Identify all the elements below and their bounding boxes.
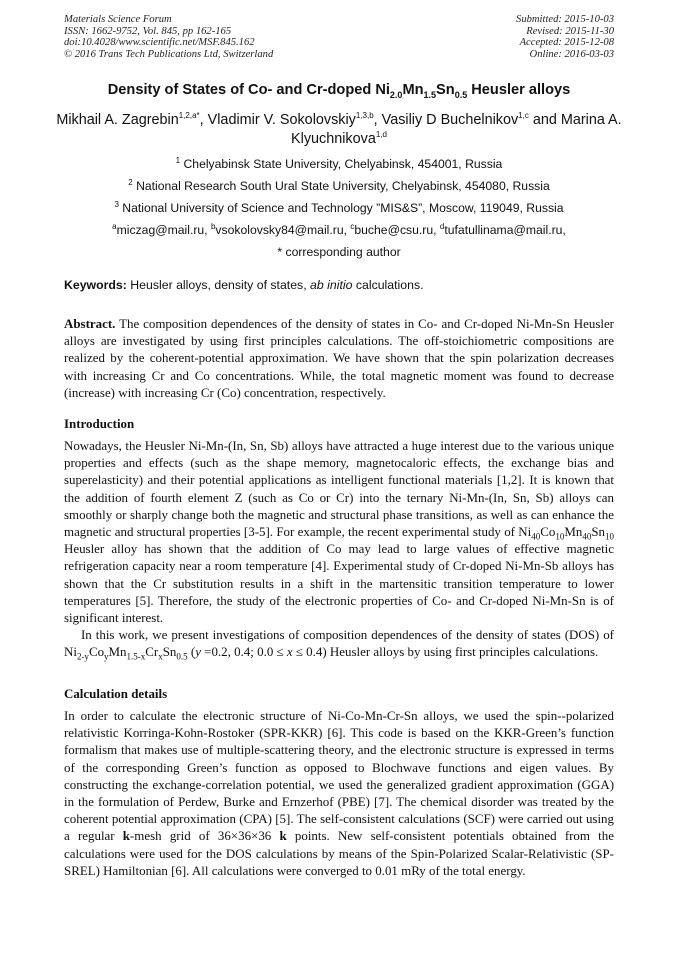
affiliation-text: National Research South Ural State University, Chelyabinsk, 454080, Russia — [132, 179, 550, 193]
affiliation-text: Chelyabinsk State University, Chelyabinsk, 454001, Russia — [180, 157, 503, 171]
paragraph-text: ≤ 0.4) Heusler alloys by using first principles calculations. — [292, 644, 599, 660]
paragraph-text: points. New self-consistent potentials obtained from the calculations were used for the DOS calculations by means of the Spin-Polarized Scalar-Relativistic (SP-SREL) Hamiltonian [6]. All calculations were converged to 0.01 mRy of the total energy. — [64, 828, 614, 878]
author-superscript: 1,d — [375, 130, 387, 140]
author-name: Vladimir V. Sokolovskiy — [207, 112, 356, 128]
submitted-date: Submitted: 2015-10-03 — [516, 14, 614, 25]
introduction-paragraph — [64, 626, 614, 660]
paragraph-text: =0.2, 0.4; 0.0 ≤ — [200, 644, 287, 660]
abstract-label: Abstract. — [64, 316, 116, 331]
paragraph-text: ( — [187, 644, 196, 660]
author-name: Vasiliy D Buchelnikov — [381, 112, 519, 128]
formula-subscript: y — [104, 651, 109, 662]
calculation-details-paragraph — [64, 707, 614, 879]
email-superscript: c — [350, 221, 355, 231]
affiliation-superscript: 1 — [175, 155, 181, 165]
abstract-text: The composition dependences of the density of states in Co- and Cr-doped Ni-Mn-Sn Heusler alloys are investigated by using first principles calculations. The off-stoichiometric compositions are realized by the coherent-potential approximation. We have shown that the spin polarization decreases with increasing Cr and Co concentrations. While, the total magnetic moment was found to decrease (increase) with increasing Cr (Co) concentration, respectively. — [64, 316, 614, 400]
author-separator: , — [373, 112, 382, 128]
affiliation-superscript: 3 — [114, 199, 119, 209]
formula-element: Cr — [145, 644, 159, 660]
email-link[interactable]: tufatullinama@mail.ru, — [444, 223, 566, 237]
issn: ISSN: 1662-9752, Vol. 845, pp 162-165 — [64, 25, 232, 37]
introduction-paragraph — [64, 437, 614, 626]
publication-dates — [516, 14, 614, 60]
accepted-date: Accepted: 2015-12-08 — [519, 37, 614, 49]
formula-subscript: 10 — [555, 531, 565, 542]
affiliation-superscript: 2 — [128, 177, 133, 187]
email-link[interactable]: buche@csu.ru, — [354, 223, 440, 237]
author-superscript: 1,3,b — [355, 111, 374, 121]
abstract — [64, 315, 614, 401]
author-superscript: 1,2,a* — [178, 111, 200, 121]
journal-info — [64, 14, 273, 60]
formula-subscript: 2-y — [76, 651, 89, 662]
doi: doi:10.4028/www.scientific.net/MSF.845.162 — [64, 37, 255, 49]
formula-subscript: 10 — [605, 531, 614, 542]
email-link[interactable]: miczag@mail.ru, — [116, 223, 211, 237]
affiliation — [0, 201, 678, 215]
title-text: Heusler alloys — [467, 82, 571, 98]
revised-date: Revised: 2015-11-30 — [526, 25, 614, 37]
title-text: Sn — [436, 82, 455, 98]
title-subscript: 1.5 — [423, 89, 437, 100]
formula-element: Co — [88, 644, 105, 660]
author-separator: , — [199, 112, 208, 128]
email-superscript: a — [112, 221, 117, 231]
online-date: Online: 2016-03-03 — [529, 48, 614, 60]
keywords — [64, 277, 614, 293]
title-subscript: 0.5 — [454, 89, 468, 100]
k-vector: k — [122, 828, 130, 844]
author-name: and Marina A. Klyuchnikova — [291, 112, 622, 147]
formula-element: Co — [540, 524, 556, 540]
title-text: Mn — [402, 82, 424, 98]
keywords-italic: ab initio — [310, 278, 353, 292]
email-list — [0, 223, 678, 237]
journal-name: Materials Science Forum — [64, 14, 172, 25]
email-link[interactable]: vsokolovsky84@mail.ru, — [215, 223, 351, 237]
k-vector: k — [279, 828, 287, 844]
formula-element: Mn — [564, 524, 583, 540]
keywords-text: Heusler alloys, density of states, — [126, 278, 311, 292]
variable-y: y — [195, 644, 201, 660]
paragraph-text: -mesh grid of 36×36×36 — [130, 828, 280, 844]
formula-element: Sn — [162, 644, 177, 660]
keywords-text: calculations. — [352, 278, 424, 292]
paragraph-text: In order to calculate the electronic structure of Ni-Co-Mn-Cr-Sn alloys, we used the spin--polarized relativistic Korringa-Kohn-Rostoker (SPR-KKR) [6]. This code is based on the KKR-Green’s function formalism that makes use of multiple-scattering theory, and the electronic structure is expressed in terms of the corresponding Green’s function as opposed to Blochwave functions and eigen values. By constructing the exchange-correlation potential, we used the generalized gradient approximation (GGA) in the formulation of Perdew, Burke and Ernzerhof (PBE) [7]. The chemical disorder was treated by the coherent potential approximation (CPA) [5]. The self-consistent calculations (SCF) were carried out using a regular — [64, 708, 614, 844]
paper-title — [0, 81, 678, 99]
formula-subscript: 40 — [582, 531, 592, 542]
paragraph-text: In this work, we present investigations of composition dependences of the density of states (DOS) of Ni — [64, 627, 614, 660]
formula-element: Sn — [591, 524, 605, 540]
formula-subscript: 0.5 — [176, 651, 188, 662]
paragraph-text: Nowadays, the Heusler Ni-Mn-(In, Sn, Sb) alloys have attracted a huge interest due to the various unique properties and effects (such as the shape memory, magnetocaloric effects, the exchange bias and superelasticity) and their potential applications as intelligent functional materials [1,2]. It is known that the addition of fourth element Z (such as Co or Cr) into the ternary Ni-Mn-(In, Sn, Sb) alloys can smoothly or sharply change both the magnetic and structural phase transitions, as well as can enhance the magnetic and structural properties [3-5]. For example, the recent experimental study of Ni — [64, 438, 614, 540]
keywords-label: Keywords: — [64, 278, 127, 292]
affiliation — [0, 179, 678, 193]
formula-subscript: 40 — [531, 531, 541, 542]
title-subscript: 2.0 — [389, 89, 403, 100]
email-superscript: b — [210, 221, 216, 231]
author-superscript: 1,c — [518, 111, 529, 121]
copyright: © 2016 Trans Tech Publications Ltd, Switzerland — [64, 48, 274, 60]
formula-element: Mn — [108, 644, 127, 660]
calculation-details-heading: Calculation details — [64, 686, 168, 701]
formula-subscript: x — [158, 651, 163, 662]
title-text: Density of States of Co- and Cr-doped Ni — [107, 82, 390, 98]
email-superscript: d — [439, 221, 445, 231]
author-list — [40, 111, 638, 149]
affiliation-text: National University of Science and Technology ”MIS&S”, Moscow, 119049, Russia — [118, 201, 564, 215]
author-name: Mikhail A. Zagrebin — [56, 112, 179, 128]
variable-x: x — [286, 644, 293, 660]
introduction-heading: Introduction — [64, 416, 135, 431]
paragraph-text: Heusler alloy has shown that the addition of Co may lead to large values of effective magnetic refrigeration capacity near a room temperature [4]. Experimental study of Cr-doped Ni-Mn-Sb alloys has shown that the Cr substitution results in a shift in the martensitic transition temperature to lower temperatures [5]. Therefore, the study of the electronic properties of Co- and Cr-doped Ni-Mn-Sn is of significant interest. — [64, 541, 614, 626]
formula-subscript: 1.5-x — [126, 651, 146, 662]
corresponding-author-note: * corresponding author — [277, 245, 401, 259]
affiliation — [0, 157, 678, 171]
